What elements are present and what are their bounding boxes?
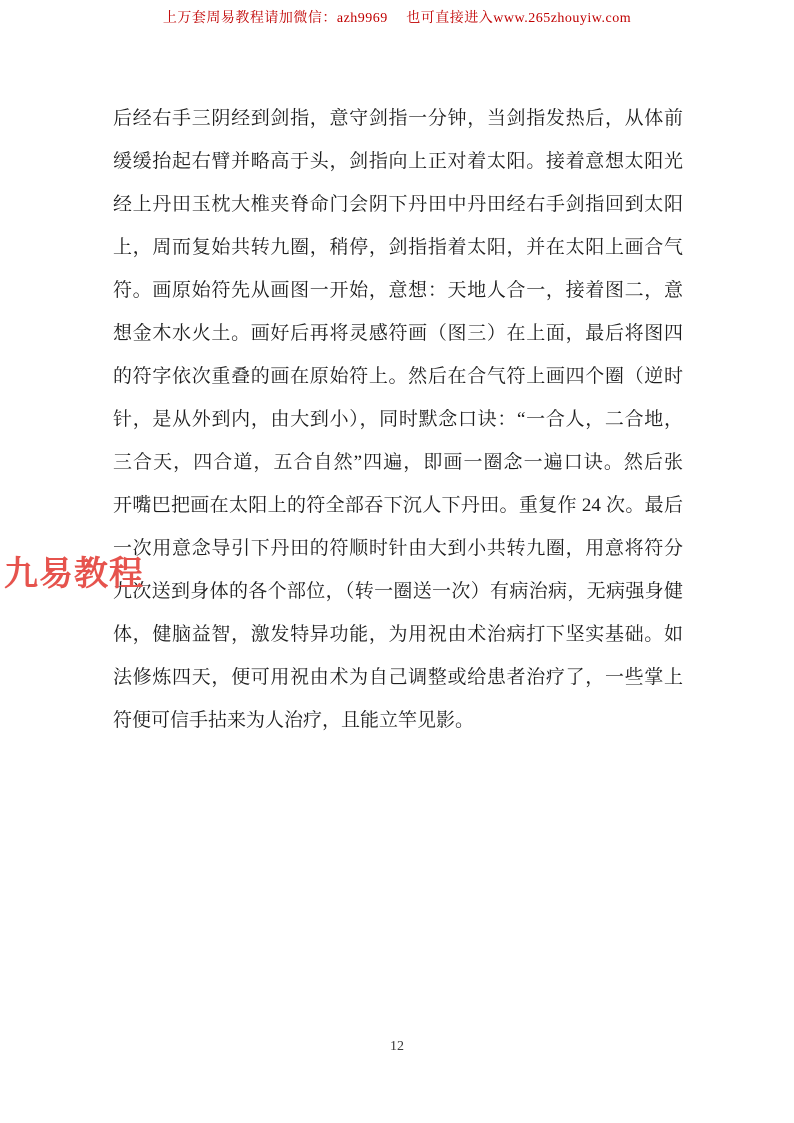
body-paragraph xyxy=(113,97,683,742)
body-line: 符便可信手拈来为人治疗，且能立竿见影。 xyxy=(113,710,475,731)
body-line: 法修炼四天，便可用祝由术为自己调整或给患者治疗了，一些掌上 xyxy=(113,667,683,688)
body-line: 九次送到身体的各个部位，（转一圈送一次）有病治病，无病强身健 xyxy=(113,581,683,602)
body-line: 针，是从外到内，由大到小），同时默念口诀：“一合人，二合地， xyxy=(113,409,683,430)
body-line: 的符字依次重叠的画在原始符上。然后在合气符上画四个圈（逆时 xyxy=(113,366,683,387)
body-line: 想金木水火土。画好后再将灵感符画（图三）在上面，最后将图四 xyxy=(113,323,683,344)
body-line: 三合天，四合道，五合自然”四遍，即画一圈念一遍口诀。然后张 xyxy=(113,452,683,473)
watermark-jiuyi-jiaocheng: 九易教程 xyxy=(4,555,144,593)
page-number: 12 xyxy=(390,1039,404,1054)
promo-header-text: 上万套周易教程请加微信：azh9969 也可直接进入www.265zhouyiw.com xyxy=(162,11,632,26)
body-line: 开嘴巴把画在太阳上的符全部吞下沉人下丹田。重复作 24 次。最后 xyxy=(113,495,683,516)
body-line: 体，健脑益智，激发特异功能，为用祝由术治病打下坚实基础。如 xyxy=(113,624,683,645)
body-line: 符。画原始符先从画图一开始，意想：天地人合一，接着图二，意 xyxy=(113,280,683,301)
body-line: 上，周而复始共转九圈，稍停，剑指指着太阳，并在太阳上画合气 xyxy=(113,237,683,258)
body-line: 经上丹田玉枕大椎夹脊命门会阴下丹田中丹田经右手剑指回到太阳 xyxy=(113,194,683,215)
body-line: 一次用意念导引下丹田的符顺时针由大到小共转九圈，用意将符分 xyxy=(113,538,683,559)
body-line: 缓缓抬起右臂并略高于头，剑指向上正对着太阳。接着意想太阳光 xyxy=(113,151,683,172)
body-line: 后经右手三阴经到剑指，意守剑指一分钟，当剑指发热后，从体前 xyxy=(113,108,683,129)
